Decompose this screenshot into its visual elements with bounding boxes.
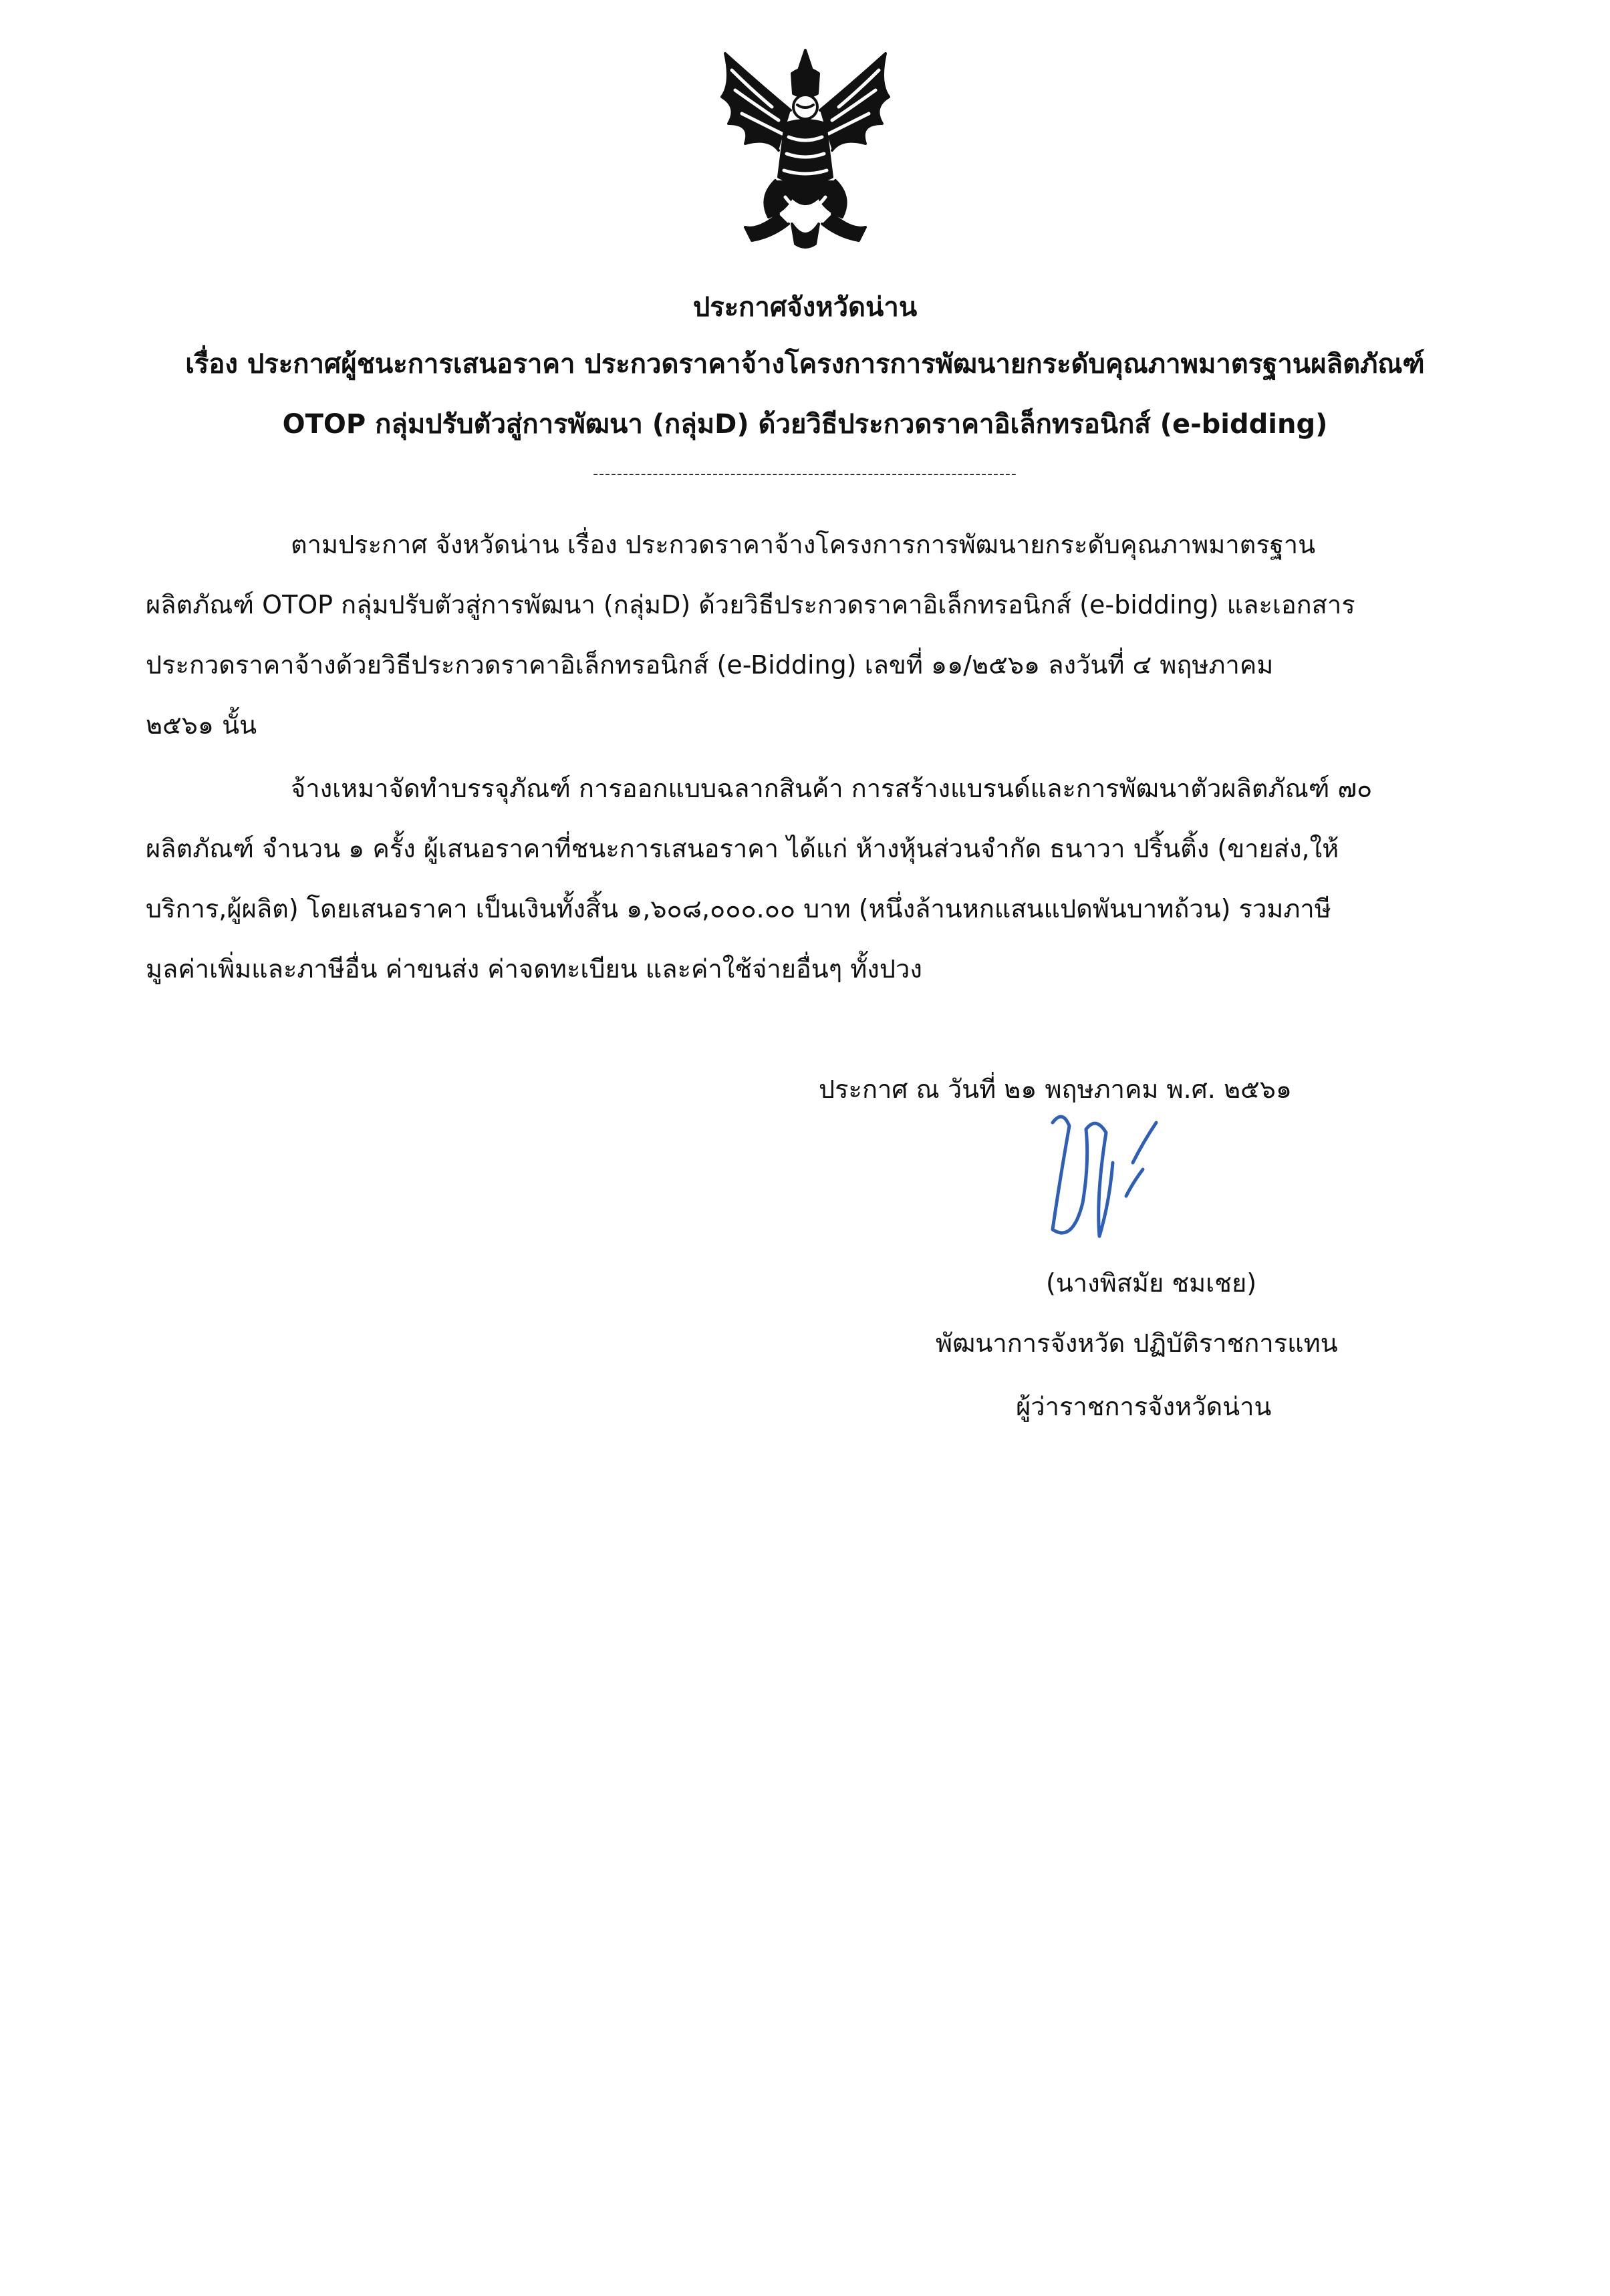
divider: ----------------------------------------------------------------------- bbox=[593, 466, 1017, 482]
garuda-emblem-icon bbox=[705, 43, 906, 257]
signatory-name: (นางพิสมัย ชมเชย) bbox=[1046, 1268, 1257, 1298]
paragraph-1-line-1: ตามประกาศ จังหวัดน่าน เรื่อง ประกวดราคาจ้างโครงการการพัฒนายกระดับคุณภาพมาตรฐาน bbox=[291, 530, 1316, 559]
subject-line-2: OTOP กลุ่มปรับตัวสู่การพัฒนา (กลุ่มD) ด้วยวิธีประกวดราคาอิเล็กทรอนิกส์ (e-bidding) bbox=[282, 409, 1328, 440]
paragraph-1-line-2: ผลิตภัณฑ์ OTOP กลุ่มปรับตัวสู่การพัฒนา (กลุ่มD) ด้วยวิธีประกวดราคาอิเล็กทรอนิกส์ (e-bidding) และเอกสาร bbox=[146, 590, 1355, 619]
paragraph-2-line-3: บริการ,ผู้ผลิต) โดยเสนอราคา เป็นเงินทั้งสิ้น ๑,๖๐๘,๐๐๐.๐๐ บาท (หนึ่งล้านหกแสนแปดพันบาทถ้วน) รวมภาษี bbox=[146, 894, 1331, 923]
paragraph-1-line-4: ๒๕๖๑ นั้น bbox=[146, 710, 257, 740]
paragraph-2-line-4: มูลค่าเพิ่มและภาษีอื่น ค่าขนส่ง ค่าจดทะเบียน และค่าใช้จ่ายอื่นๆ ทั้งปวง bbox=[146, 954, 922, 984]
paragraph-2-line-2: ผลิตภัณฑ์ จำนวน ๑ ครั้ง ผู้เสนอราคาที่ชนะการเสนอราคา ได้แก่ ห้างหุ้นส่วนจำกัด ธนาวา ปริ้นติ้ง (ขายส่ง,ให้ bbox=[146, 834, 1339, 863]
announcement-date: ประกาศ ณ วันที่ ๒๑ พฤษภาคม พ.ศ. ๒๕๖๑ bbox=[819, 1074, 1293, 1104]
signature-icon bbox=[1033, 1103, 1180, 1256]
announcement-title: ประกาศจังหวัดน่าน bbox=[692, 292, 918, 323]
paragraph-2-line-1: จ้างเหมาจัดทำบรรจุภัณฑ์ การออกแบบฉลากสินค้า การสร้างแบรนด์และการพัฒนาตัวผลิตภัณฑ์ ๗๐ bbox=[291, 774, 1373, 803]
subject-line-1: เรื่อง ประกาศผู้ชนะการเสนอราคา ประกวดราคาจ้างโครงการการพัฒนายกระดับคุณภาพมาตรฐานผลิตภัณฑ์ bbox=[185, 349, 1425, 380]
signatory-position-2: ผู้ว่าราชการจังหวัดน่าน bbox=[1016, 1392, 1272, 1421]
signatory-position-1: พัฒนาการจังหวัด ปฏิบัติราชการแทน bbox=[936, 1328, 1338, 1358]
paragraph-1-line-3: ประกวดราคาจ้างด้วยวิธีประกวดราคาอิเล็กทรอนิกส์ (e-Bidding) เลขที่ ๑๑/๒๕๖๑ ลงวันที่ ๔ พฤษภาคม bbox=[146, 650, 1274, 680]
